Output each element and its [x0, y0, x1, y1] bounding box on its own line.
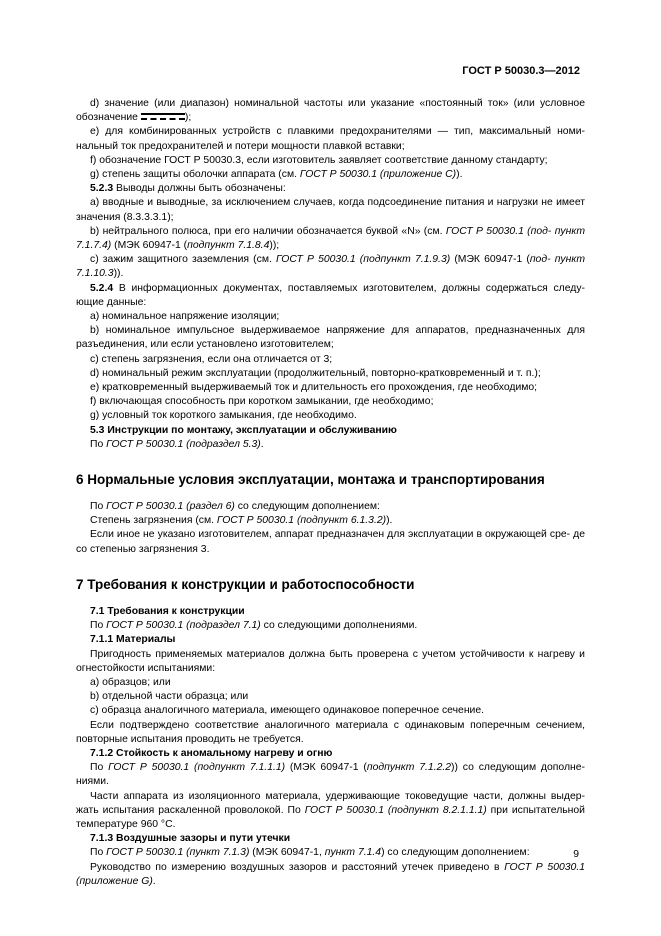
- dc-symbol-icon: [141, 112, 185, 122]
- paragraph: По ГОСТ Р 50030.1 (подпункт 7.1.1.1) (МЭК 60947-1 (подпункт 7.1.2.2)) со следующим дополне- ниями.: [76, 762, 585, 788]
- paragraph: Части аппарата из изоляционного материала, удерживающие токоведущие части, должны выдер- жать испытания раскаленной проволокой. По ГОСТ Р 50030.1 (подпункт 8.2.1.1.1) при испытательной температуре 960 °С.: [76, 790, 585, 830]
- paragraph: По ГОСТ Р 50030.1 (раздел 6) со следующим дополнением:: [90, 501, 380, 513]
- paragraph: g) степень защиты оболочки аппарата (см. ГОСТ Р 50030.1 (приложение С)).: [90, 169, 463, 181]
- paragraph: f) включающая способность при коротком замыкании, где необходимо;: [90, 396, 434, 408]
- paragraph: a) вводные и выводные, за исключением случаев, когда подсоединение питания и нагрузки не имеет значения (8.3.3.3.1);: [76, 197, 586, 223]
- paragraph: f) обозначение ГОСТ Р 50030.3, если изготовитель заявляет соответствие данному стандарту;: [90, 154, 548, 166]
- paragraph: e) кратковременный выдерживаемый ток и длительность его прохождения, где необходимо;: [90, 382, 538, 394]
- paragraph: По ГОСТ Р 50030.1 (подраздел 5.3).: [90, 438, 264, 450]
- section-heading: 7 Требования к конструкции и работоспособности: [76, 576, 415, 592]
- paragraph: c) степень загрязнения, если она отличается от 3;: [90, 353, 333, 365]
- section-heading: 6 Нормальные условия эксплуатации, монтажа и транспортирования: [76, 472, 545, 488]
- paragraph: c) образца аналогичного материала, имеющего одинаковое поперечное сечение.: [90, 705, 485, 717]
- paragraph: Пригодность применяемых материалов должна быть проверена с учетом устойчивости к нагреву и огнестойкости испытаниями:: [76, 648, 585, 674]
- paragraph: Степень загрязнения (см. ГОСТ Р 50030.1 (подпункт 6.1.3.2)).: [90, 515, 393, 527]
- paragraph: a) образцов; или: [90, 676, 171, 688]
- paragraph: d) значение (или диапазон) номинальной частоты или указание «постоянный ток» (или условное обозначение );: [76, 98, 585, 124]
- paragraph: c) зажим защитного заземления (см. ГОСТ Р 50030.1 (подпункт 7.1.9.3) (МЭК 60947-1 (под- пункт 7.1.10.3)).: [76, 254, 585, 280]
- paragraph: b) номинальное импульсное выдерживаемое напряжение для аппаратов, предназначенных для разъединения, или если установлено изготовителем;: [76, 325, 585, 351]
- paragraph: По ГОСТ Р 50030.1 (подраздел 7.1) со следующими дополнениями.: [90, 620, 418, 632]
- subsection-heading: 7.1 Требования к конструкции: [90, 605, 245, 617]
- paragraph: По ГОСТ Р 50030.1 (пункт 7.1.3) (МЭК 60947-1, пункт 7.1.4) со следующим дополнением:: [90, 847, 530, 859]
- paragraph: e) для комбинированных устройств с плавкими предохранителями — тип, максимальный номи- нальный ток предохранителей и потери мощности плавкой вставки;: [76, 126, 585, 152]
- page-body: [76, 97, 585, 889]
- paragraph: Руководство по измерению воздушных зазоров и расстояний утечек приведено в ГОСТ Р 50030.1 (приложение G).: [76, 861, 585, 887]
- paragraph: Если подтверждено соответствие аналогичного материала с одинаковым поперечным сечением, повторные испытания проводить не требуется.: [76, 719, 585, 745]
- paragraph: 5.2.4 В информационных документах, поставляемых изготовителем, должны содержаться следу- ющие данные:: [76, 282, 585, 308]
- paragraph: d) номинальный режим эксплуатации (продолжительный, повторно-кратковременный и т. п.);: [90, 367, 541, 379]
- paragraph: Если иное не указано изготовителем, аппарат предназначен для эксплуатации в окружающей сре- де со степенью загрязнения 3.: [76, 529, 585, 555]
- subsection-heading: 7.1.3 Воздушные зазоры и пути утечки: [90, 833, 291, 845]
- paragraph: b) нейтрального полюса, при его наличии обозначается буквой «N» (см. ГОСТ Р 50030.1 (под- пункт 7.1.7.4) (МЭК 60947-1 (подпункт 7.1.8.4));: [76, 225, 585, 252]
- paragraph: a) номинальное напряжение изоляции;: [90, 311, 280, 323]
- page-number: 9: [573, 849, 579, 860]
- paragraph: b) отдельной части образца; или: [90, 691, 249, 703]
- subsection-heading: 7.1.1 Материалы: [90, 634, 176, 646]
- subsection-heading: 7.1.2 Стойкость к аномальному нагреву и огню: [90, 747, 333, 759]
- subsection-heading: 5.3 Инструкции по монтажу, эксплуатации и обслуживанию: [90, 424, 397, 436]
- document-header: ГОСТ Р 50030.3—2012: [462, 65, 580, 77]
- paragraph: 5.2.3 Выводы должны быть обозначены:: [90, 183, 286, 195]
- paragraph: g) условный ток короткого замыкания, где необходимо.: [90, 410, 357, 422]
